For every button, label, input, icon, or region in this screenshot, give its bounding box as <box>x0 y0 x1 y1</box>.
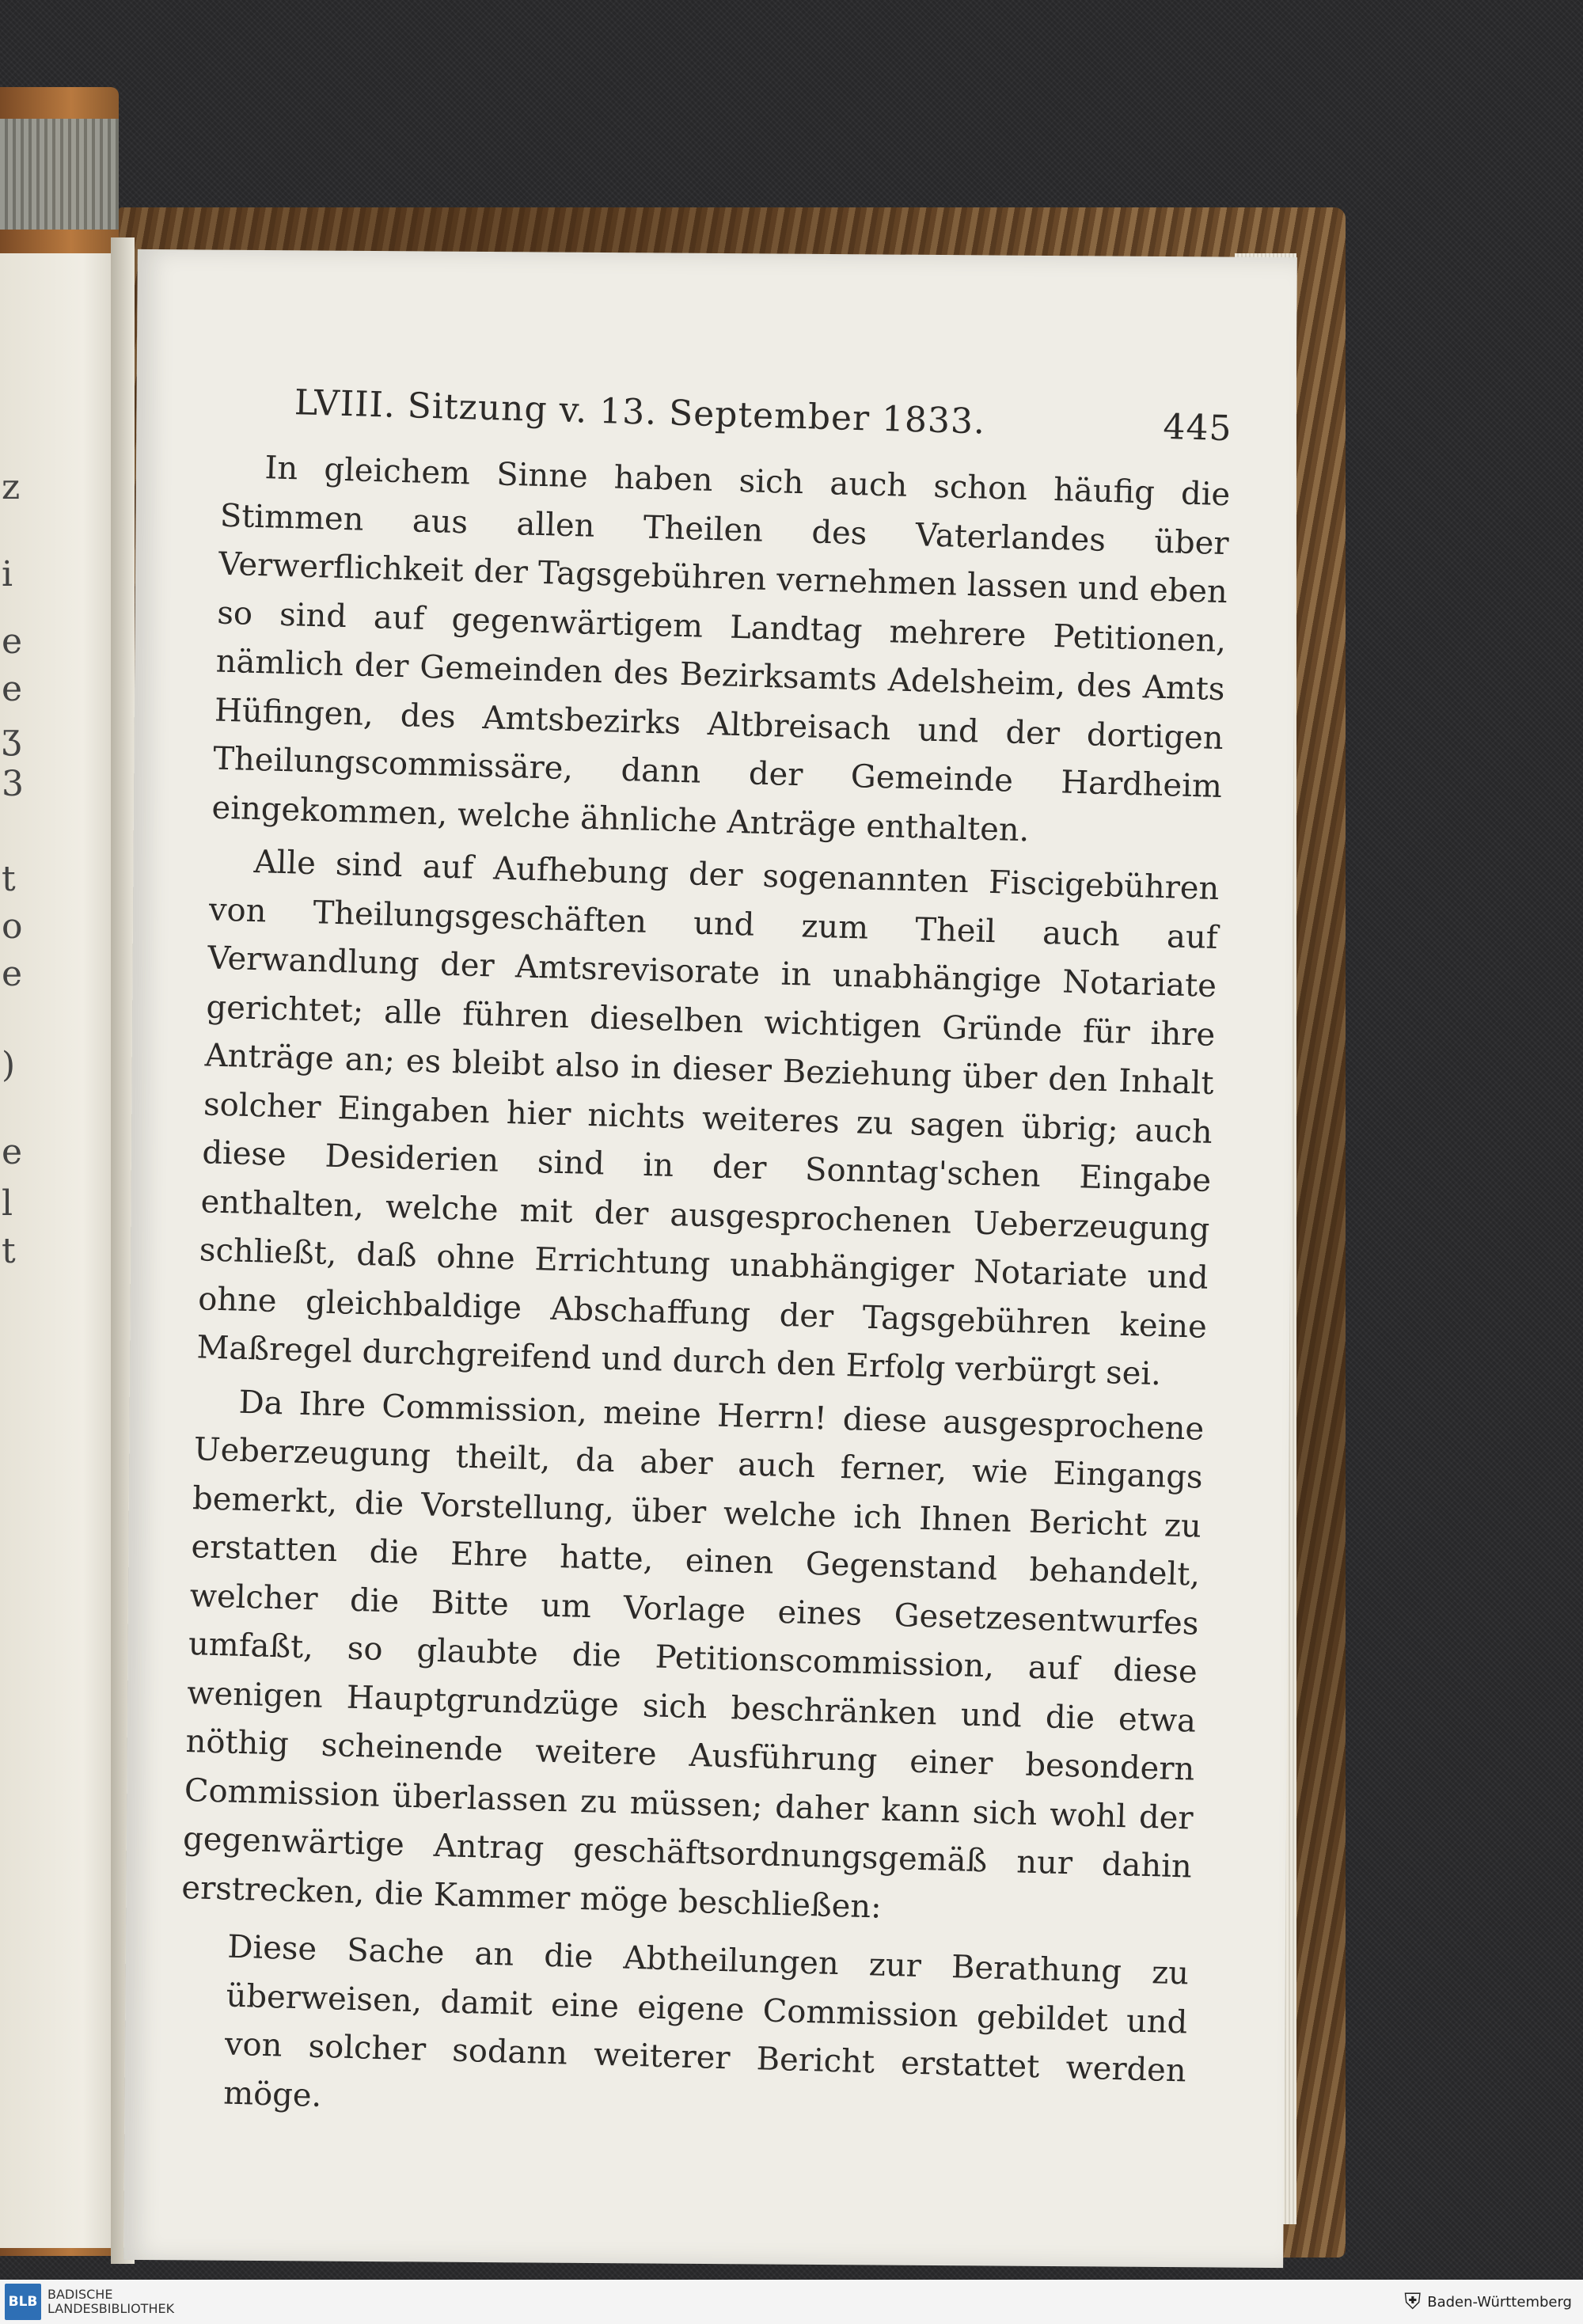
page-number: 445 <box>1162 406 1233 450</box>
left-page-fragment: e <box>2 954 23 994</box>
running-header <box>294 382 1232 449</box>
blb-name <box>47 2288 174 2316</box>
paragraph: Alle sind auf Aufhebung der sogenannten Fiscigebühren von Theilungsgeschäften und zum Theil auch auf Verwandlung der Amtsrevisorate in unabhängige Notariate gerichtet; alle führen dieselben wichtigen Gründe für ihre Anträge an; es bleibt also in dieser Beziehung über den Inhalt solcher Eingaben hier nichts weiteres zu sagen übrig; auch diese Desiderien sind in der Sonntag'schen Eingabe enthalten, welche mit der ausgesprochenen Ueberzeugung schließt, daß ohne Errichtung unabhängiger Notariate und ohne gleichbaldige Abschaffung der Tagsgebühren keine Maßregel durchgreifend und durch den Erfolg verbürgt sei. <box>196 843 1220 1393</box>
left-page-fragment: ʒ <box>2 716 21 757</box>
blb-name-line1: BADISCHE <box>47 2287 113 2302</box>
left-page-fragment: ) <box>2 1045 16 1085</box>
motion-text: Diese Sache an die Abtheilungen zur Berathung zu überweisen, damit eine eigene Commission gebildet und von solcher sodann weiterer Bericht erstattet werden möge. <box>222 1928 1190 2114</box>
blb-logo-icon: BLB <box>5 2284 41 2320</box>
left-page-fragment: o <box>2 906 23 947</box>
left-page-fragment: e <box>2 621 23 662</box>
footer-bar <box>0 2280 1583 2324</box>
bw-name: Baden-Württemberg <box>1427 2293 1572 2311</box>
left-page-fragment: l <box>2 1183 13 1224</box>
paragraph: Da Ihre Commission, meine Herrn! diese ausgesprochene Ueberzeugung theilt, da aber auch ferner, wie Eingangs bemerkt, die Vorstellung, über welche ich Ihnen Bericht zu erstatten die Ehre hatte, einen Gegenstand behandelt, welcher die Bitte um Vorlage eines Gesetzesentwurfes umfaßt, so glaubte die Petitionscommission, auf diese wenigen Hauptgrundzüge sich beschränken und die etwa nöthig scheinende weitere Ausführung einer besondern Commission überlassen zu müssen; daher kann sich wohl der gegenwärtige Antrag geschäftsordnungsgemäß nur dahin erstrecken, die Kammer möge beschließen: <box>180 1384 1205 1926</box>
left-page-fragment: e <box>2 669 23 709</box>
bw-branding[interactable] <box>1404 2288 1572 2315</box>
book-spine-headband <box>0 119 119 230</box>
right-page <box>123 249 1297 2268</box>
blb-branding[interactable] <box>0 2284 174 2320</box>
page-text-block <box>175 381 1232 2145</box>
running-title: LVIII. Sitzung v. 13. September 1833. <box>294 382 986 442</box>
blb-name-line2: LANDESBIBLIOTHEK <box>47 2301 175 2316</box>
left-page <box>0 253 119 2248</box>
left-page-fragment: t <box>2 859 16 899</box>
left-page-fragment: i <box>2 554 13 594</box>
left-page-fragment: t <box>2 1231 16 1271</box>
paragraph: In gleichem Sinne haben sich auch schon häufig die Stimmen aus allen Theilen des Vaterlandes über Verwerflichkeit der Tagsgebühren vernehmen lassen und eben so sind auf gegenwärtigem Landtag mehrere Petitionen, nämlich der Gemeinden des Bezirksamts Adelsheim, des Amts Hüfingen, des Amtsbezirks Altbreisach und der dortigen Theilungscommissäre, dann der Gemeinde Hardheim eingekommen, welche ähnliche Anträge enthalten. <box>211 450 1231 849</box>
left-page-fragment: e <box>2 1132 23 1172</box>
left-page-fragment: z <box>2 467 21 507</box>
left-page-fragment: 3 <box>2 764 24 804</box>
bw-coat-of-arms-icon: ⛨ <box>1404 2288 1422 2315</box>
